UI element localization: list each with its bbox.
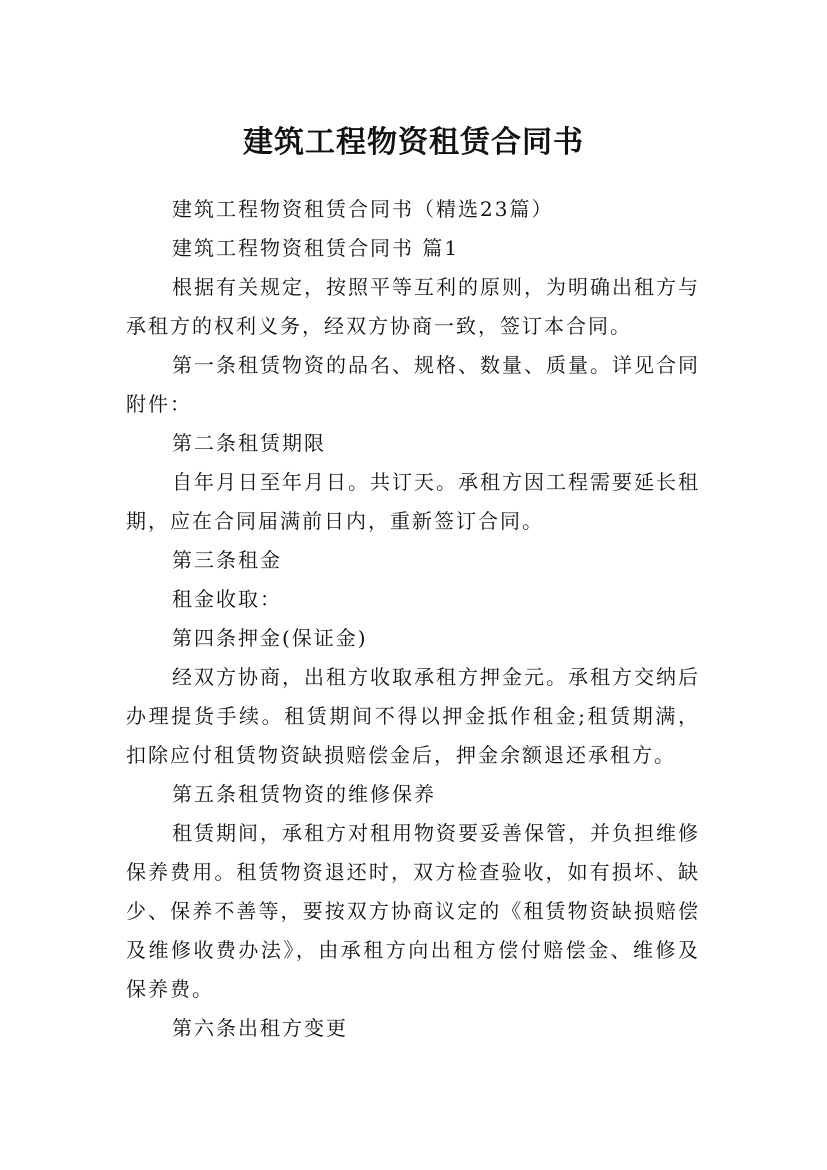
- document-title: 建筑工程物资租赁合同书: [243, 125, 584, 161]
- paragraph-heading-selection: 建筑工程物资租赁合同书（精选23篇）: [172, 197, 554, 221]
- paragraph-clause-1: 第一条租赁物资的品名、规格、数量、质量。详见合同附件：: [126, 353, 700, 416]
- paragraph-clause-2-heading: 第二条租赁期限: [172, 431, 326, 455]
- paragraph-clause-4-heading: 第四条押金(保证金): [172, 626, 368, 650]
- paragraph-clause-5-heading: 第五条租赁物资的维修保养: [172, 782, 436, 806]
- paragraph-clause-2-text: 自年月日至年月日。共订天。承租方因工程需要延长租期，应在合同届满前日内，重新签订合同。: [126, 470, 700, 533]
- paragraph-clause-3-text: 租金收取：: [172, 587, 282, 611]
- paragraph-clause-3-heading: 第三条租金: [172, 548, 282, 572]
- document-body: [126, 190, 700, 1048]
- paragraph-clause-4-text: 经双方协商，出租方收取承租方押金元。承租方交纳后办理提货手续。租赁期间不得以押金抵作租金;租赁期满，扣除应付租赁物资缺损赔偿金后，押金余额退还承租方。: [126, 665, 700, 767]
- paragraph-heading-article-1: 建筑工程物资租赁合同书 篇1: [172, 236, 460, 260]
- paragraph-clause-6-heading: 第六条出租方变更: [172, 1016, 348, 1040]
- paragraph-preamble: 根据有关规定，按照平等互利的原则，为明确出租方与承租方的权利义务，经双方协商一致，签订本合同。: [126, 275, 700, 338]
- paragraph-clause-5-text: 租赁期间，承租方对租用物资要妥善保管，并负担维修保养费用。租赁物资退还时，双方检查验收，如有损坏、缺少、保养不善等，要按双方协商议定的《租赁物资缺损赔偿及维修收费办法》，由承租方向出租方偿付赔偿金、维修及保养费。: [126, 821, 700, 1001]
